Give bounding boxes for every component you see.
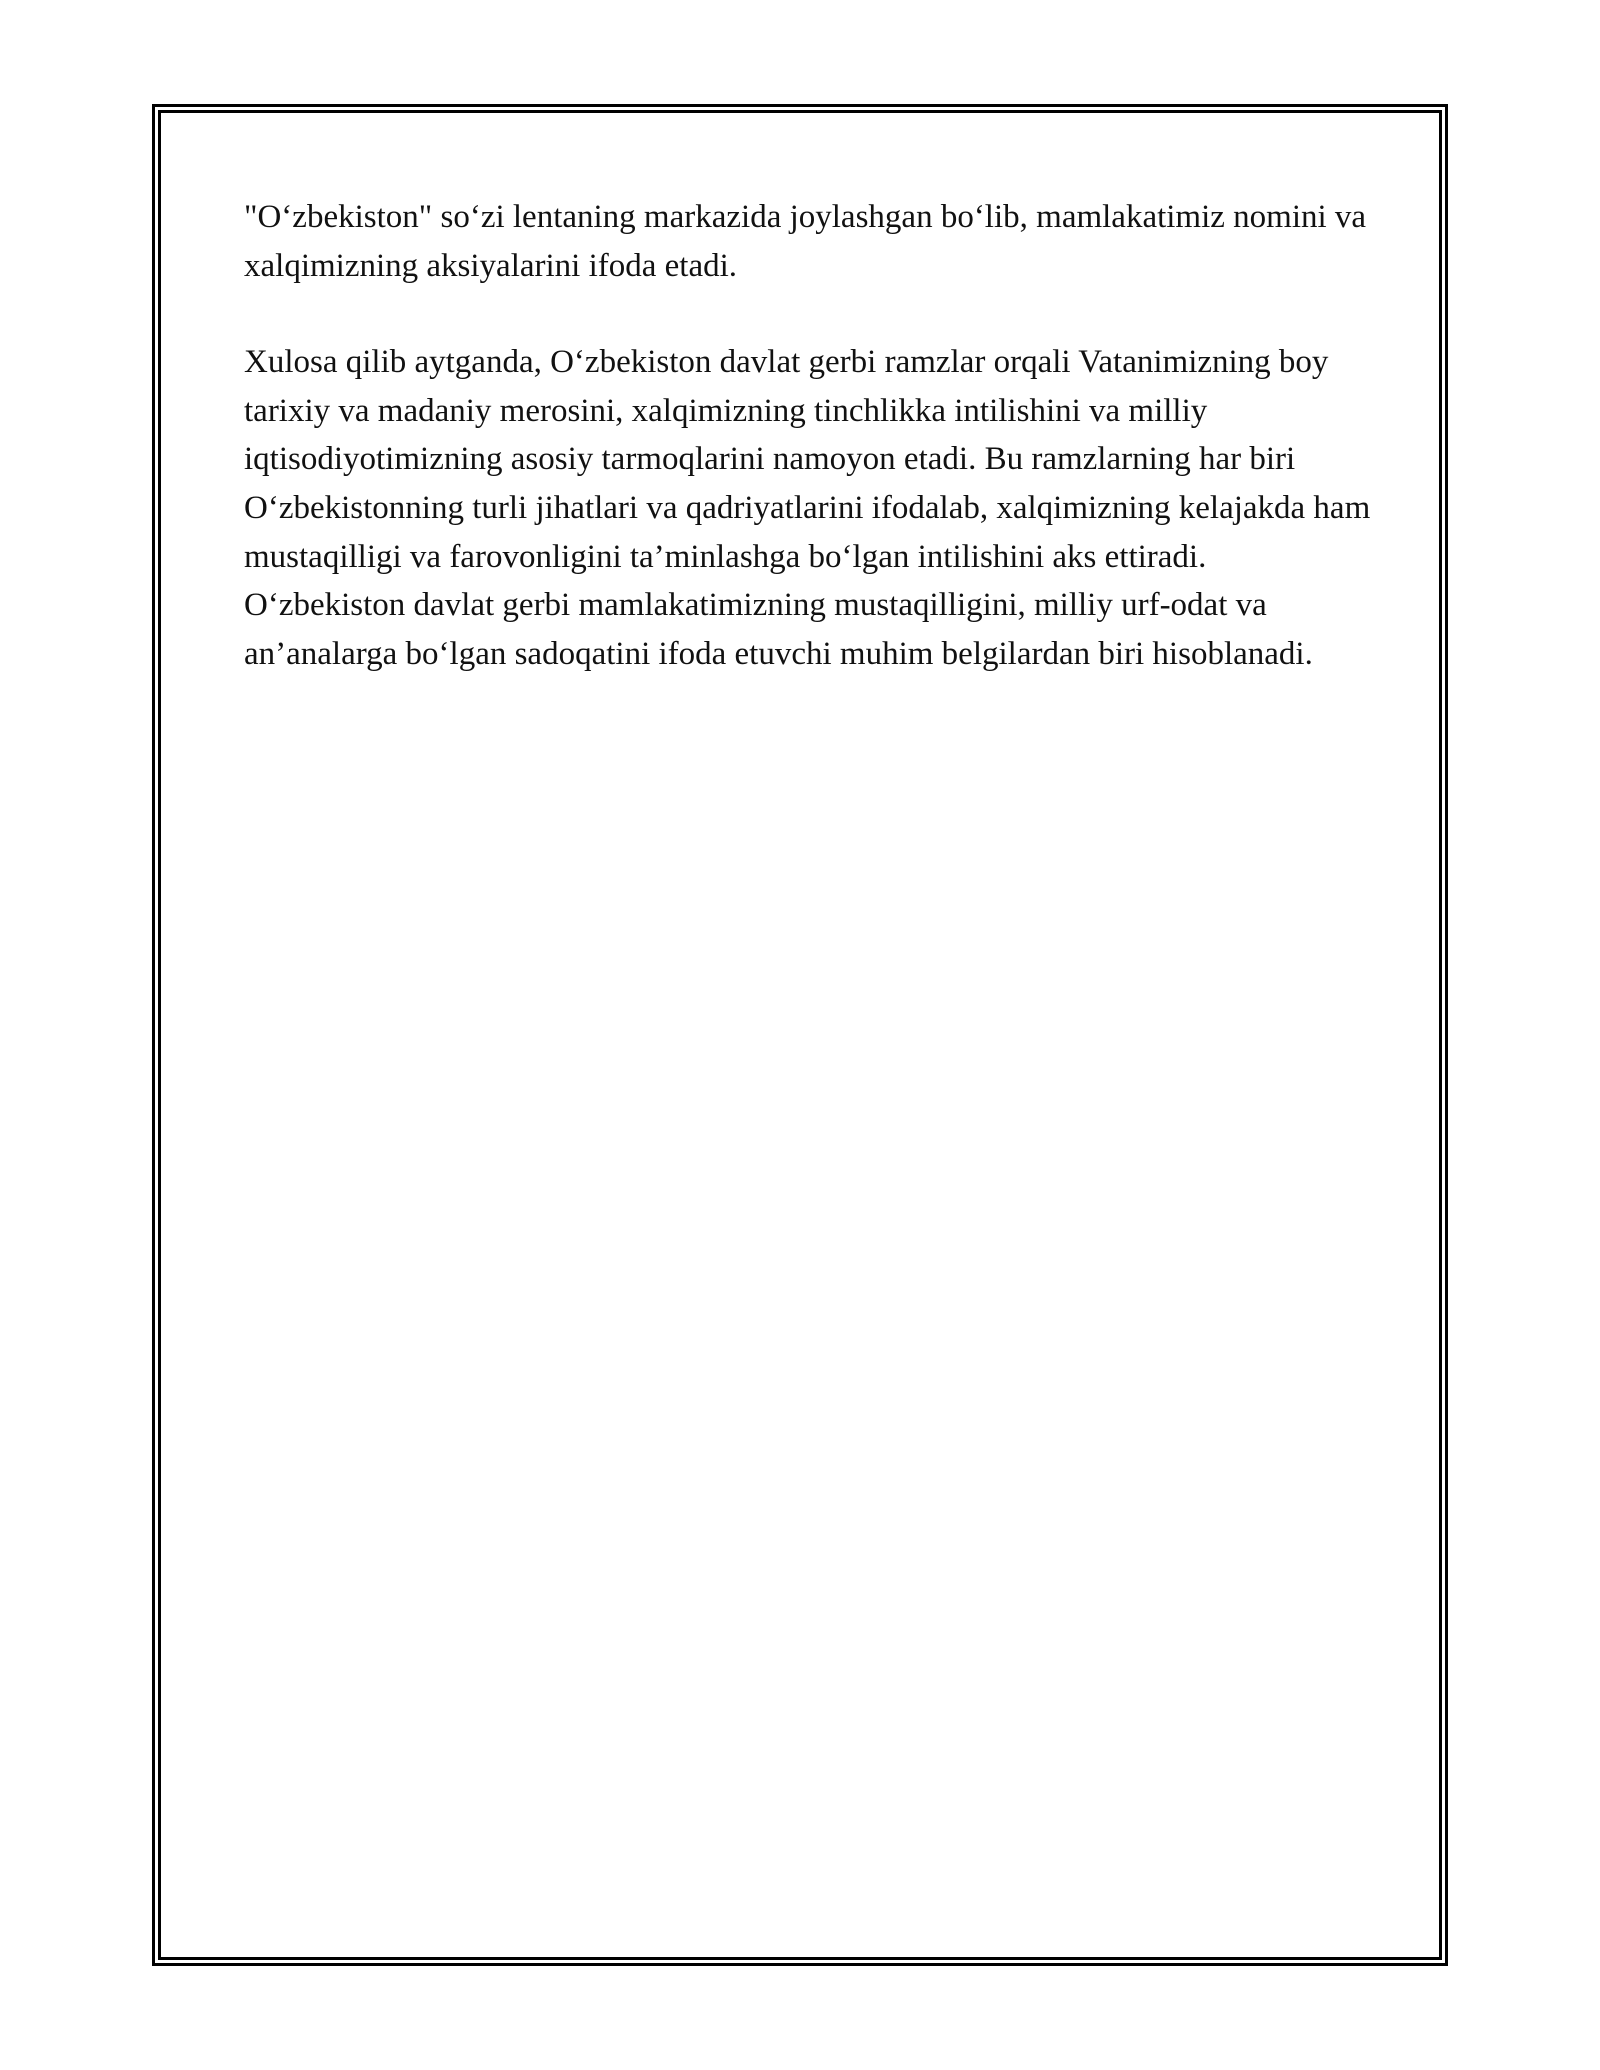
- paragraph-conclusion: Xulosa qilib aytganda, O‘zbekiston davlat gerbi ramzlar orqali Vatanimizning boy tarixiy va madaniy merosini, xalqimizning tinchlikka intilishini va milliy iqtisodiyotimizning asosiy tarmoqlarini namoyon etadi. Bu ramzlarning har biri O‘zbekistonning turli jihatlari va qadriyatlarini ifodalab, xalqimizning kelajakda ham mustaqilligi va farovonligini ta’minlashga bo‘lgan intilishini aks ettiradi. O‘zbekiston davlat gerbi mamlakatimizning mustaqilligini, milliy urf-odat va an’analarga bo‘lgan sadoqatini ifoda etuvchi muhim belgilardan biri hisoblanadi.: [244, 344, 1371, 672]
- document-text: [244, 193, 1374, 678]
- page-body: [161, 113, 1439, 1957]
- page-border: [152, 104, 1448, 1966]
- paragraph-emblem-ribbon: "O‘zbekiston" so‘zi lentaning markazida joylashgan bo‘lib, mamlakatimiz nomini va xalqimizning aksiyalarini ifoda etadi.: [244, 199, 1367, 284]
